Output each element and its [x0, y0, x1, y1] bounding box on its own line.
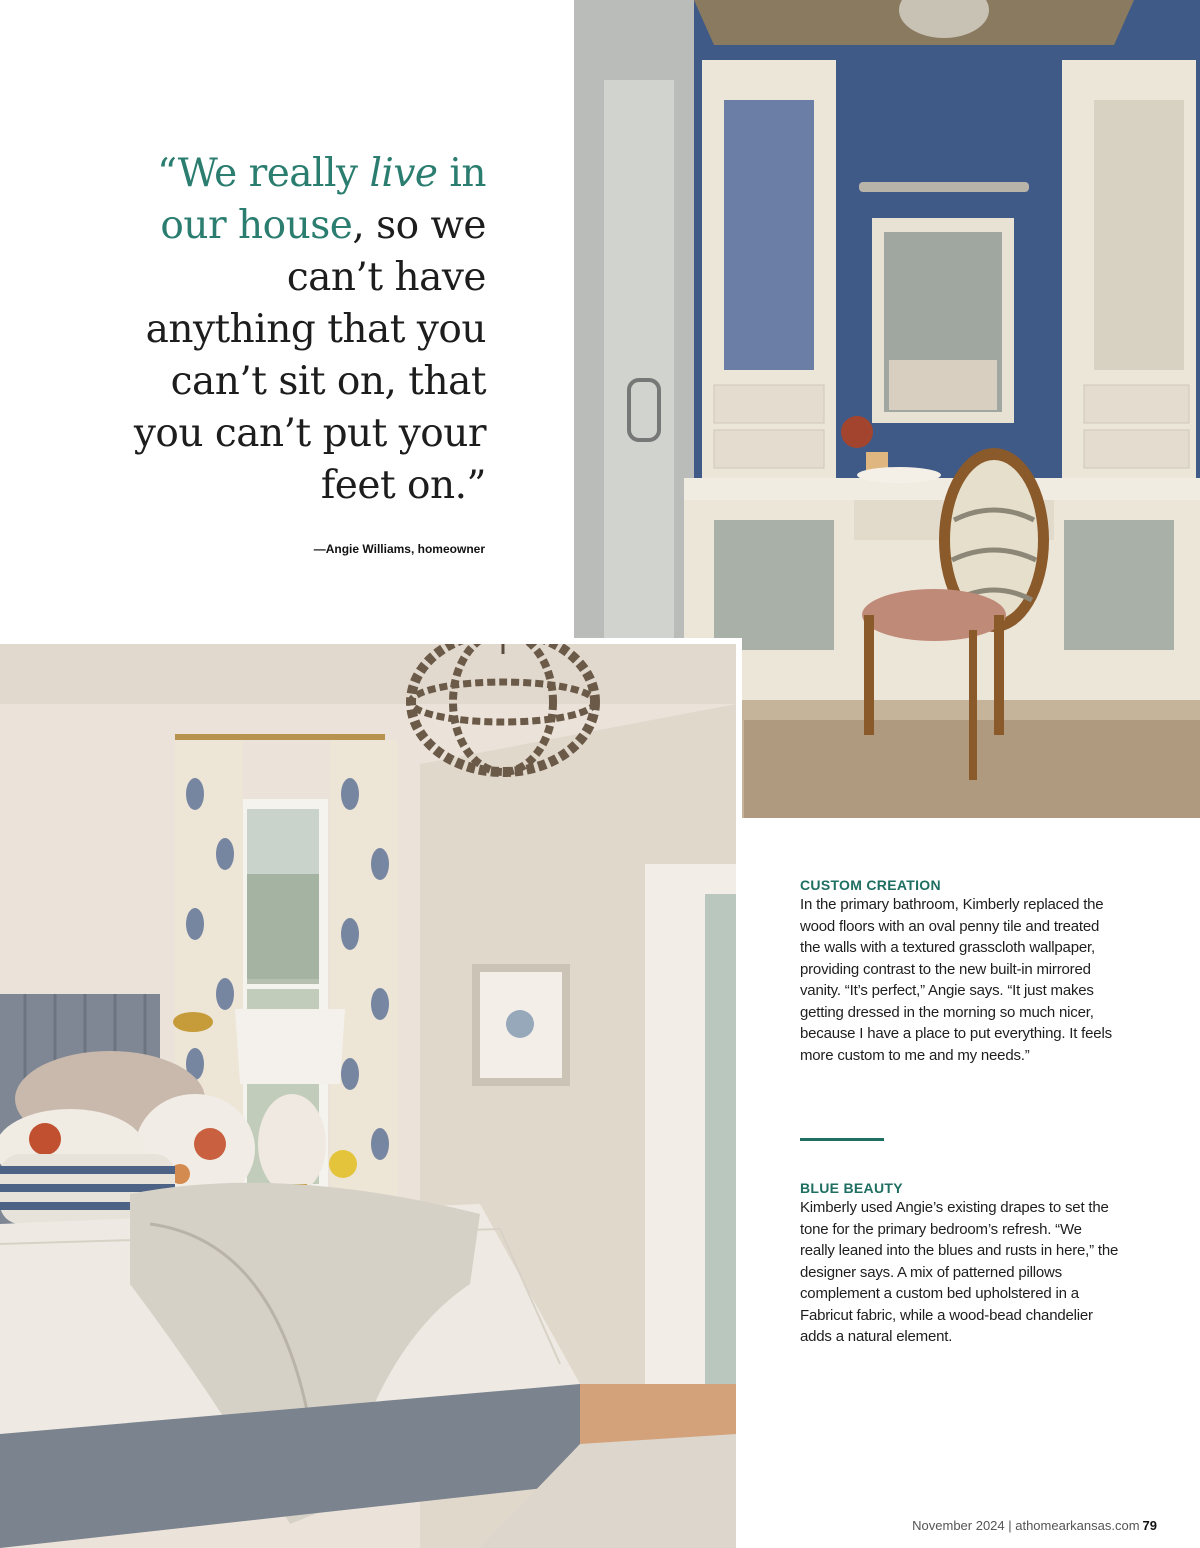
folio-issue: November 2024 | athomearkansas.com: [912, 1518, 1140, 1533]
section-body: Kimberly used Angie’s existing drapes to set the tone for the primary bedroom’s refresh. “We really leaned into the blues and rusts in here,” the designer says. A mix of patterned pillows complement a custom bed upholstered in a Fabricut fabric, while a wood-bead chandelier adds a natural element.: [800, 1199, 1119, 1345]
section-heading: CUSTOM CREATION: [800, 877, 941, 893]
quote-open-mark: “: [157, 151, 178, 196]
quote-part-1: We really: [177, 151, 370, 196]
page-folio: [912, 1518, 1157, 1533]
section-divider: [800, 1138, 884, 1141]
quote-emphasis-live: live: [369, 151, 438, 196]
section-heading: BLUE BEAUTY: [800, 1180, 903, 1196]
page-number: 79: [1142, 1518, 1157, 1533]
section-custom-creation: [800, 877, 1120, 1066]
section-blue-beauty: [800, 1180, 1120, 1348]
bedroom-photo: [0, 638, 742, 1548]
quote-attribution: —Angie Williams, homeowner: [313, 542, 485, 556]
section-body: In the primary bathroom, Kimberly replaced the wood floors with an oval penny tile and treated the walls with a textured grasscloth wallpaper, providing contrast to the new built-in mirrored vanity. “It’s perfect,” Angie says. “It just makes getting dressed in the morning so much nicer, because I have a place to put everything. It feels more custom to me and my needs.”: [800, 896, 1112, 1064]
quote-close-mark: ”: [466, 463, 486, 508]
pull-quote: [120, 148, 486, 512]
quote-part-4: , so we can’t have anything that you can’t sit on, that you can’t put your feet on.: [133, 203, 486, 508]
quote-part-3: in our house: [160, 151, 486, 248]
